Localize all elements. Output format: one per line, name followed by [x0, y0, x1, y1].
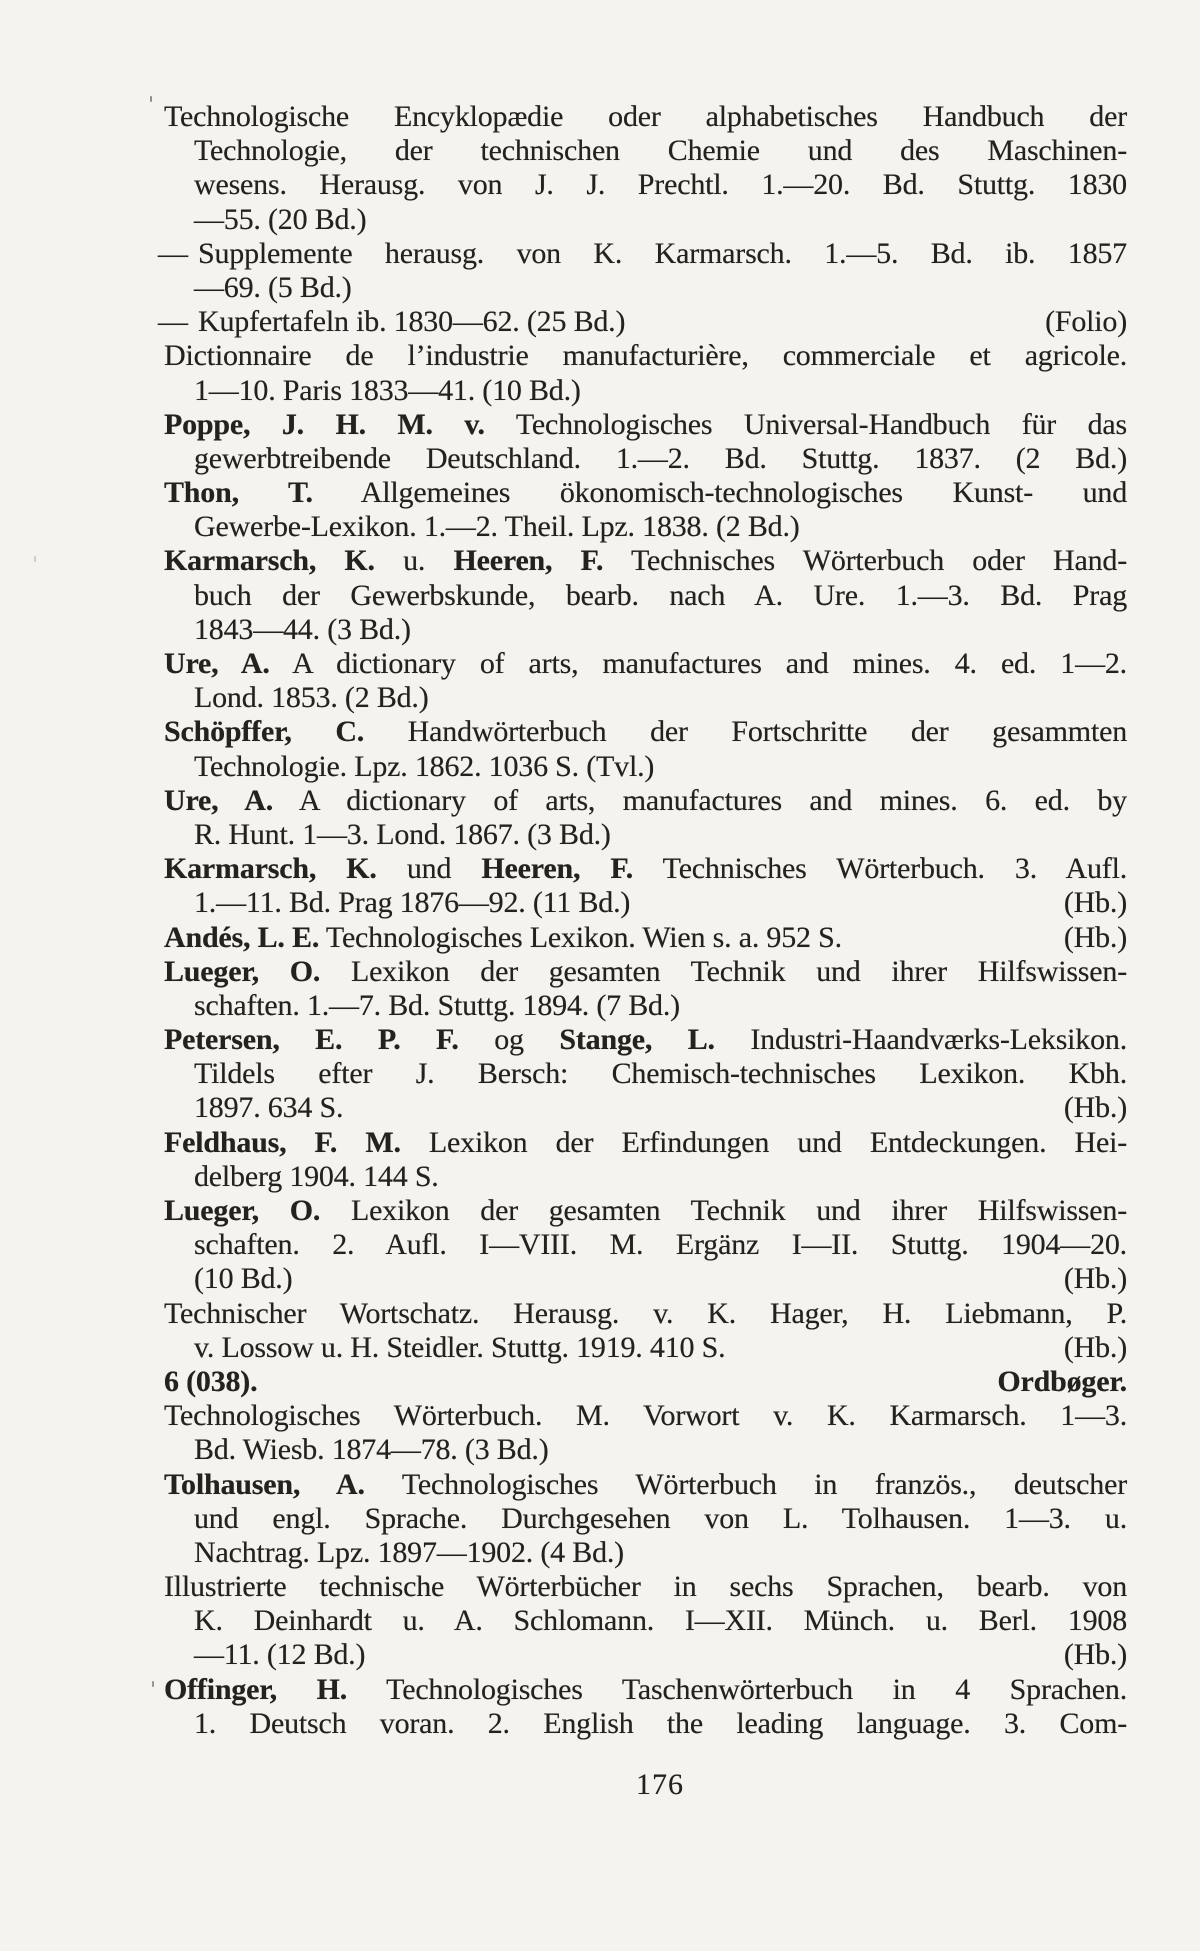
bib-line [164, 579, 1127, 613]
bib-line [164, 681, 1127, 715]
entry-text: schaften. 1.—7. Bd. Stuttg. 1894. (7 Bd.) [194, 988, 680, 1022]
bib-line [164, 1570, 1127, 1604]
entry-text: Illustrierte technische Wörterbücher in sechs Sprachen, bearb. von [164, 1570, 1127, 1604]
section-heading [164, 1365, 1127, 1399]
bib-line [164, 1673, 1127, 1707]
bib-line [164, 647, 1127, 681]
bib-line [164, 544, 1127, 578]
bib-line-text [194, 203, 1127, 237]
entry-text: 1897. 634 S. [194, 1091, 344, 1125]
bib-line [164, 1126, 1127, 1160]
bib-line [164, 1331, 1127, 1365]
bib-line-text [194, 1604, 1127, 1638]
entry-text: 1843—44. (3 Bd.) [194, 612, 411, 646]
entry-text: Tildels efter J. Bersch: Chemisch-technisches Lexikon. Kbh. [194, 1057, 1127, 1091]
bib-line-text [164, 715, 1127, 749]
bib-line [164, 1023, 1127, 1057]
author-name: Tolhausen, A. [164, 1467, 365, 1501]
entry-text: K. Deinhardt u. A. Schlomann. I—XII. Münch. u. Berl. 1908 [194, 1604, 1127, 1638]
entry-text: og [458, 1023, 560, 1057]
bib-line [164, 1091, 1127, 1125]
author-name: Feldhaus, F. M. [164, 1125, 401, 1159]
author-name: Poppe, J. H. M. v. [164, 407, 485, 441]
bib-line [164, 1707, 1127, 1741]
bib-line-text [164, 408, 1127, 442]
bib-line-text [194, 750, 1127, 784]
bib-line [164, 750, 1127, 784]
bib-line [164, 476, 1127, 510]
bib-line-text [194, 1057, 1127, 1091]
author-name: 6 (038). [164, 1364, 258, 1398]
bib-line-text [194, 989, 1127, 1023]
bib-line-text [164, 1126, 1127, 1160]
bib-line-text [194, 442, 1127, 476]
bib-line-text [194, 134, 1127, 168]
entry-text: 1. Deutsch voran. 2. English the leading language. 3. Com- [194, 1706, 1127, 1740]
entry-text: Kupfertafeln ib. 1830—62. (25 Bd.) [198, 305, 626, 339]
bib-line [164, 852, 1127, 886]
entry-text: Technologisches Taschenwörterbuch in 4 Sprachen. [347, 1672, 1127, 1706]
bib-line [164, 1536, 1127, 1570]
bib-line [164, 408, 1127, 442]
bib-line-text [194, 579, 1127, 613]
entry-continuation-dash: — [158, 236, 188, 270]
entry-text: Technisches Wörterbuch. 3. Aufl. [633, 852, 1128, 886]
author-name: Stange, L. [559, 1023, 715, 1057]
bib-line-text [164, 100, 1127, 134]
entry-text: und [376, 852, 482, 886]
entry-text: u. [374, 544, 454, 578]
bib-line [158, 305, 1127, 339]
bib-line-text [198, 305, 1031, 339]
entry-text: Technischer Wortschatz. Herausg. v. K. Hager, H. Liebmann, P. [164, 1296, 1127, 1330]
entry-text: (10 Bd.) [194, 1262, 293, 1296]
entry-text: Lexikon der Erfindungen und Entdeckungen. Hei- [400, 1125, 1128, 1159]
bib-line-text [194, 1638, 1050, 1672]
bib-line [164, 1262, 1127, 1296]
author-name: Petersen, E. P. F. [164, 1023, 459, 1057]
entry-text: v. Lossow u. H. Steidler. Stuttg. 1919. 410 S. [194, 1330, 726, 1364]
bib-line-text [194, 271, 1127, 305]
author-name: Offinger, H. [164, 1672, 348, 1706]
author-name: Heeren, F. [453, 544, 604, 578]
entry-text: Technologisches Wörterbuch. M. Vorwort v. K. Karmarsch. 1—3. [164, 1399, 1127, 1433]
bib-line-text [194, 886, 1050, 920]
author-name: Thon, T. [164, 476, 313, 510]
bib-line-text [164, 1297, 1127, 1331]
scan-speck [150, 96, 152, 102]
format-annotation: (Folio) [1045, 305, 1127, 339]
bib-line [164, 510, 1127, 544]
entry-text: Technisches Wörterbuch oder Hand- [603, 544, 1128, 578]
bib-line [164, 1228, 1127, 1262]
bib-line-text [164, 921, 1050, 955]
bib-line [164, 989, 1127, 1023]
bib-line [164, 100, 1127, 134]
bib-line [164, 168, 1127, 202]
bib-line [164, 715, 1127, 749]
entry-text: Lond. 1853. (2 Bd.) [194, 681, 429, 715]
entry-text: buch der Gewerbskunde, bearb. nach A. Ure. 1.—3. Bd. Prag [194, 578, 1127, 612]
bib-line-text [194, 374, 1127, 408]
bib-line-text [198, 237, 1127, 271]
bib-line [164, 134, 1127, 168]
bib-line-text [164, 852, 1127, 886]
bib-line [164, 203, 1127, 237]
format-annotation: (Hb.) [1063, 886, 1127, 920]
bibliography-text [158, 100, 1128, 1741]
bib-line-text [194, 1262, 1050, 1296]
bib-line-text [194, 1091, 1050, 1125]
entry-text: —55. (20 Bd.) [194, 202, 367, 236]
entry-text: Lexikon der gesamten Technik und ihrer Hilfswissen- [320, 1194, 1127, 1227]
entry-text: wesens. Herausg. von J. J. Prechtl. 1.—20. Bd. Stuttg. 1830 [194, 168, 1127, 202]
bib-line-text [194, 818, 1127, 852]
bib-line [164, 1638, 1127, 1672]
bib-line [164, 784, 1127, 818]
entry-text: gewerbtreibende Deutschland. 1.—2. Bd. Stuttg. 1837. (2 Bd.) [194, 441, 1127, 475]
entry-text: Technologische Encyklopædie oder alphabetisches Handbuch der [164, 100, 1127, 133]
bib-line [164, 374, 1127, 408]
bib-line [164, 921, 1127, 955]
entry-text: Technologisches Universal-Handbuch für das [484, 407, 1127, 441]
format-annotation: (Hb.) [1063, 1638, 1127, 1672]
bib-line-text [164, 1673, 1127, 1707]
bib-line-text [164, 1399, 1127, 1433]
bib-line [164, 1194, 1127, 1228]
bib-line-text [194, 510, 1127, 544]
author-name: Heeren, F. [481, 852, 634, 886]
bib-line [164, 1399, 1127, 1433]
bib-line-text [194, 168, 1127, 202]
bib-line-text [164, 647, 1127, 681]
bib-line [164, 1057, 1127, 1091]
bib-line [164, 1160, 1127, 1194]
entry-text: Technologisches Wörterbuch in französ., deutscher [364, 1467, 1127, 1501]
entry-text: Gewerbe-Lexikon. 1.—2. Theil. Lpz. 1838. (2 Bd.) [194, 510, 800, 544]
entry-text: A dictionary of arts, manufactures and mines. 6. ed. by [273, 783, 1127, 817]
bib-line [164, 1297, 1127, 1331]
bib-line [164, 955, 1127, 989]
entry-text: Technologie, der technischen Chemie und des Maschinen- [194, 134, 1127, 168]
entry-text: Nachtrag. Lpz. 1897—1902. (4 Bd.) [194, 1535, 624, 1569]
author-name: Ure, A. [164, 783, 274, 817]
entry-text: Supplemente herausg. von K. Karmarsch. 1.—5. Bd. ib. 1857 [198, 236, 1127, 270]
author-name: Schöpffer, C. [164, 715, 365, 749]
format-annotation: (Hb.) [1063, 1262, 1127, 1296]
bib-line-text [164, 476, 1127, 510]
entry-text: A dictionary of arts, manufactures and mines. 4. ed. 1—2. [269, 647, 1127, 680]
entry-text: Industri-Haandværks-Leksikon. [714, 1023, 1128, 1057]
bib-line [164, 1604, 1127, 1638]
author-name: Lueger, O. [164, 1194, 321, 1227]
format-annotation: (Hb.) [1063, 1091, 1127, 1125]
entry-text: und engl. Sprache. Durchgesehen von L. Tolhausen. 1—3. u. [194, 1501, 1127, 1535]
page-number: 176 [636, 1768, 684, 1801]
bib-line [164, 271, 1127, 305]
entry-text: R. Hunt. 1—3. Lond. 1867. (3 Bd.) [194, 817, 611, 851]
bib-line [164, 818, 1127, 852]
section-heading-number [164, 1365, 983, 1399]
bib-line-text [164, 1468, 1127, 1502]
bib-line [164, 1502, 1127, 1536]
format-annotation: (Hb.) [1063, 920, 1127, 954]
bib-line-text [194, 1331, 1050, 1365]
entry-text: 1.—11. Bd. Prag 1876—92. (11 Bd.) [194, 886, 631, 920]
bib-line-text [164, 1570, 1127, 1604]
entry-text: 1—10. Paris 1833—41. (10 Bd.) [194, 373, 581, 407]
bib-line-text [164, 955, 1127, 989]
bib-line-text [194, 1228, 1127, 1262]
entry-text: Bd. Wiesb. 1874—78. (3 Bd.) [194, 1433, 549, 1467]
bib-line-text [164, 1194, 1127, 1228]
bib-line [164, 1468, 1127, 1502]
bib-line-text [164, 1023, 1127, 1057]
entry-text: Dictionnaire de l’industrie manufacturière, commerciale et agricole. [164, 339, 1127, 373]
bib-line [158, 236, 1127, 271]
entry-text: —11. (12 Bd.) [194, 1638, 366, 1672]
bib-line [164, 886, 1127, 920]
entry-continuation-dash: — [158, 305, 188, 339]
entry-text: —69. (5 Bd.) [194, 270, 352, 304]
bib-line-text [194, 1502, 1127, 1536]
author-name: Lueger, O. [164, 954, 321, 988]
entry-text: Technologisches Lexikon. Wien s. a. 952 S. [319, 920, 842, 954]
bib-line-text [164, 544, 1127, 578]
entry-text: Allgemeines ökonomisch-technologisches Kunst- und [312, 476, 1127, 510]
entry-text: Handwörterbuch der Fortschritte der gesammten [364, 715, 1127, 749]
author-name: Ure, A. [164, 647, 270, 680]
entry-text: delberg 1904. 144 S. [194, 1159, 439, 1193]
format-annotation: (Hb.) [1063, 1330, 1127, 1364]
bib-line [164, 339, 1127, 373]
bib-line-text [194, 1707, 1127, 1741]
bib-line [164, 613, 1127, 647]
bib-line-text [194, 1160, 1127, 1194]
bib-line [164, 442, 1127, 476]
bib-line-text [194, 1433, 1127, 1467]
bib-line-text [164, 784, 1127, 818]
author-name: Karmarsch, K. [164, 852, 377, 886]
entry-text: Lexikon der gesamten Technik und ihrer Hilfswissen- [320, 954, 1127, 988]
author-name: Andés, L. E. [164, 920, 320, 954]
author-name: Karmarsch, K. [164, 544, 375, 578]
bib-line [164, 1433, 1127, 1467]
entry-text: Technologie. Lpz. 1862. 1036 S. (Tvl.) [194, 749, 655, 783]
bib-line-text [194, 681, 1127, 715]
bib-line-text [164, 339, 1127, 373]
section-heading-title: Ordbøger. [997, 1364, 1127, 1398]
bib-line-text [194, 1536, 1127, 1570]
bib-line-text [194, 613, 1127, 647]
entry-text: schaften. 2. Aufl. I—VIII. M. Ergänz I—II. Stuttg. 1904—20. [194, 1228, 1127, 1262]
